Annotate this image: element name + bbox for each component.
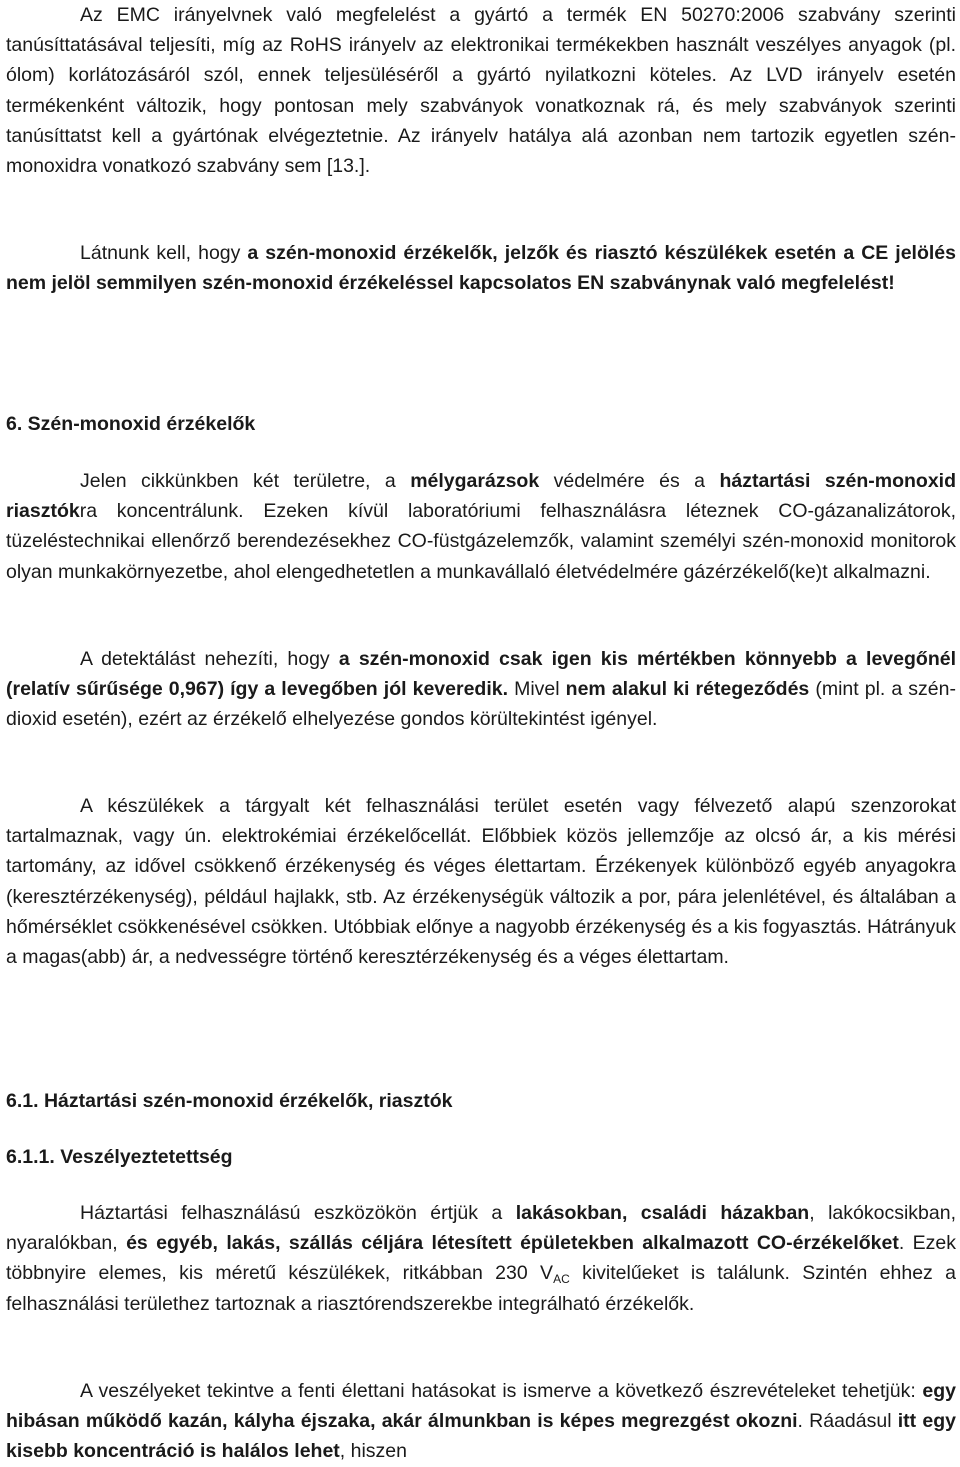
paragraph-detection: A detektálást nehezíti, hogy a szén-monoxid csak igen kis mértékben könnyebb a levegőnél (relatív sűrűsége 0,967) így a levegőben jól keveredik. Mivel nem alakul ki rétegeződés (mint pl. a szén-dioxid esetén), ezért az érzékelő elhelyezése gondos körültekintést igényel. — [6, 648, 956, 731]
paragraph-household: Háztartási felhasználású eszközökön értjük a lakásokban, családi házakban, lakókocsikban, nyaralókban, és egyéb, lakás, szállás céljára létesített épületekben alkalmazott CO-érzékelőket. Ezek többnyire elemes, kis méretű készülékek, ritkábban 230 $V_{AC}$ kivitelűeket is találunk. Szintén ehhez a felhasználási területhez tartoznak a riasztórendszerekbe integrálható érzékelők. — [6, 1202, 957, 1315]
paragraph-dangers: A veszélyeket tekintve a fenti élettani hatásokat is ismerve a következő észrevételeket tehetjük: egy hibásan működő kazán, kályha éjszaka, akár álmunkban is képes megrezgést okozni. Ráadásul itt egy kisebb koncentráció is halálos lehet, hiszen — [6, 1380, 956, 1463]
paragraph-emc: Az EMC irányelvnek való megfelelést a gyártó a termék EN 50270:2006 szabvány szerinti tanúsíttatásával teljesíti, míg az RoHS irányelv az elektronikai termékekben használt veszélyes anyagok (pl. ólom) korlátozásáról szól, ennek teljesüléséről a gyártó nyilatkozni köteles. Az LVD irányelv esetén termékenként változik, hogy pontosan mely szabványok vonatkoznak rá, és mely szabványok szerinti tanúsíttatst kell a gyártónak elvégeztetnie. Az irányelv hatálya alá azonban nem tartozik egyetlen szén-monoxidra vonatkozó szabvány sem [13.]. — [6, 4, 956, 178]
heading-section-6-1: 6.1. Háztartási szén-monoxid érzékelők, riasztók — [6, 1090, 453, 1112]
heading-section-6: 6. Szén-monoxid érzékelők — [6, 413, 256, 435]
heading-section-6-1-1: 6.1.1. Veszélyeztetettség — [6, 1146, 233, 1168]
paragraph-ce-marking: Látnunk kell, hogy a szén-monoxid érzékelők, jelzők és riasztó készülékek esetén a CE jelölés nem jelöl semmilyen szén-monoxid érzékeléssel kapcsolatos EN szabványnak való megfelelést! — [6, 242, 956, 295]
paragraph-sensors: A készülékek a tárgyalt két felhasználási terület esetén vagy félvezető alapú szenzorokat tartalmaznak, vagy ún. elektrokémiai érzékelőcellát. Előbbiek közös jellemzője az olcsó ár, a kis mérési tartomány, az idővel csökkenő érzékenység és véges élettartam. Érzékenyek különböző egyéb anyagokra (keresztérzékenység), például hajlakk, stb. Az érzékenységük változik a por, pára jelenlétével, és általában a hőmérséklet csökkenésével csökken. Utóbbiak előnye a nagyobb érzékenység és a kis fogyasztás. Hátrányuk a magas(abb) ár, a nedvességre történő keresztérzékenység és a véges élettartam. — [6, 795, 956, 969]
paragraph-intro: Jelen cikkünkben két területre, a mélygarázsok védelmére és a háztartási szén-monoxid riasztókra koncentrálunk. Ezeken kívül laboratóriumi felhasználásra léteznek CO-gázanalizátorok, tüzeléstechnikai ellenőrző berendezésekhez CO-füstgázelemzők, valamint személyi szén-monoxid monitorok olyan munkakörnyezetbe, ahol elengedhetetlen a munkavállaló életvédelmére gázérzékelő(ke)t alkalmazni. — [6, 470, 957, 583]
